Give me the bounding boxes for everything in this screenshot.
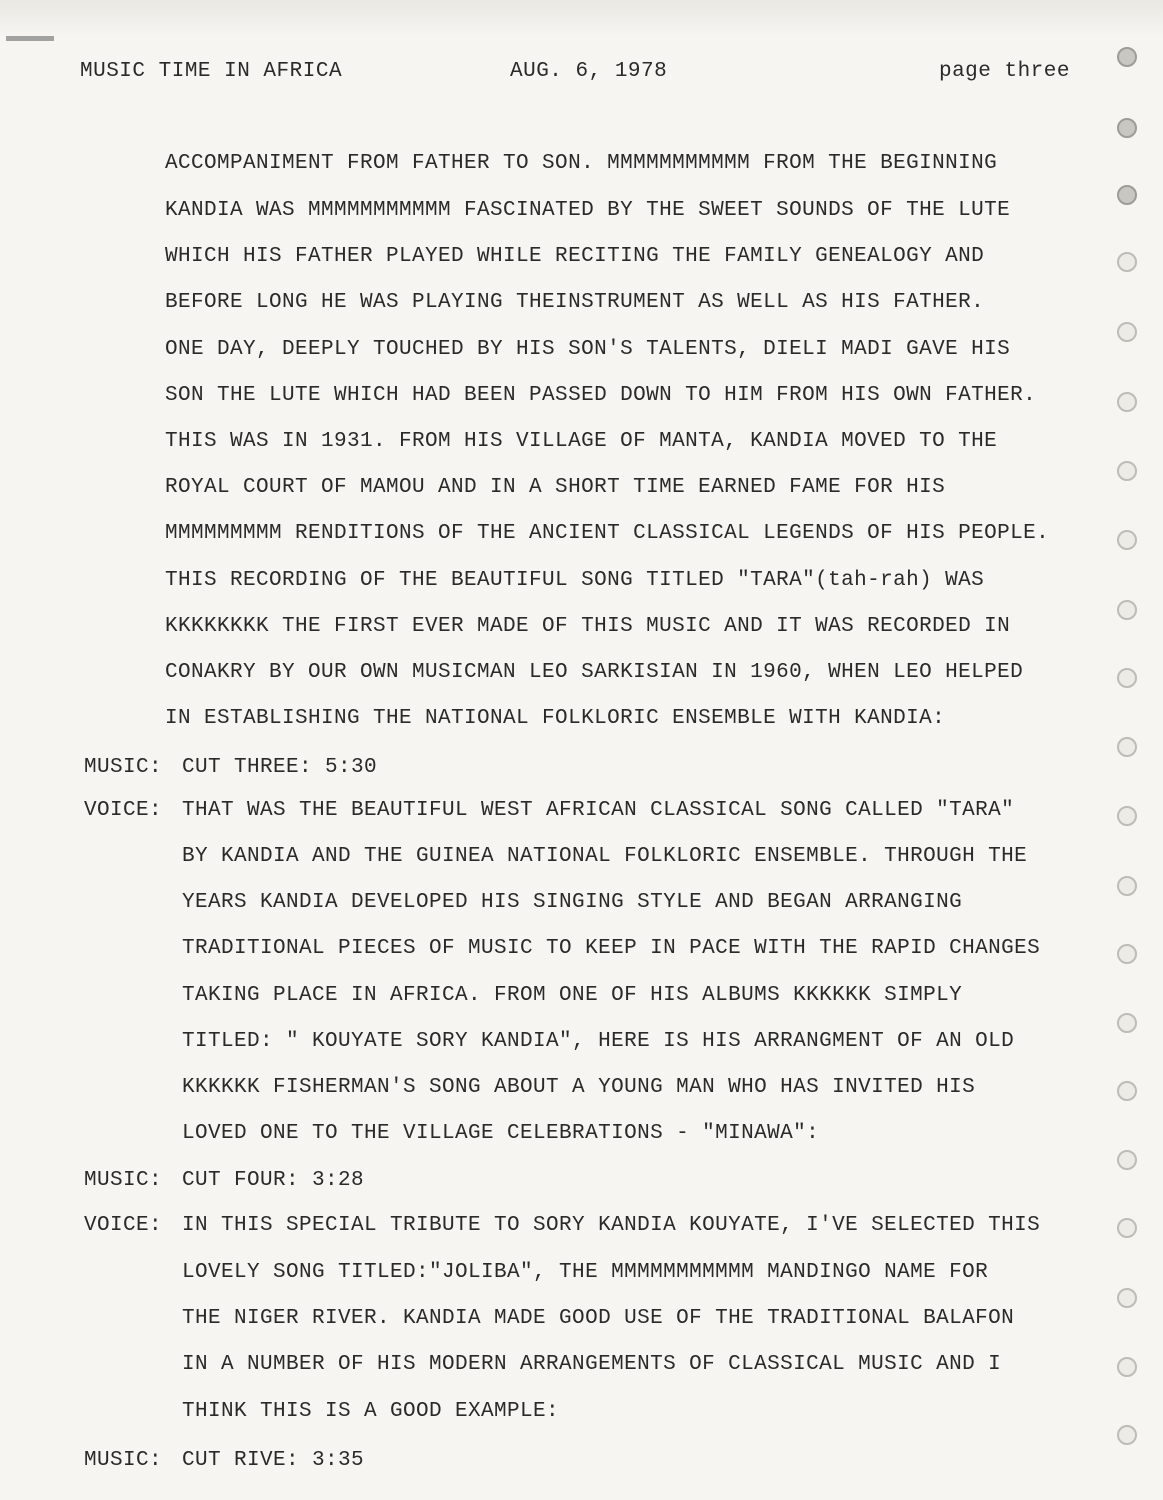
music-cue: CUT FOUR: 3:28	[182, 1169, 365, 1192]
binder-hole	[1117, 1150, 1137, 1170]
binder-hole	[1117, 944, 1137, 964]
intro-line: ONE DAY, DEEPLY TOUCHED BY HIS SON'S TALENTS, DIELI MADI GAVE HIS	[165, 338, 1011, 361]
intro-line: KKKKKKKK THE FIRST EVER MADE OF THIS MUSIC AND IT WAS RECORDED IN	[165, 615, 1011, 638]
page-top-edge	[0, 0, 1163, 36]
binder-holes	[1103, 0, 1163, 1500]
binder-hole	[1117, 322, 1137, 342]
binder-hole	[1117, 1357, 1137, 1377]
broadcast-date: AUG. 6, 1978	[510, 60, 668, 83]
binder-hole	[1117, 1288, 1137, 1308]
voice-line: TAKING PLACE IN AFRICA. FROM ONE OF HIS ALBUMS KKKKKK SIMPLY	[182, 984, 963, 1007]
music-cue: CUT THREE: 5:30	[182, 756, 378, 779]
intro-line: THIS RECORDING OF THE BEAUTIFUL SONG TITLED "TARA"(tah-rah) WAS	[165, 569, 985, 592]
speaker-label-music: MUSIC:	[84, 1169, 163, 1192]
intro-line: KANDIA WAS MMMMMMMMMMM FASCINATED BY THE SWEET SOUNDS OF THE LUTE	[165, 199, 1011, 222]
intro-line: MMMMMMMMM RENDITIONS OF THE ANCIENT CLASSICAL LEGENDS OF HIS PEOPLE.	[165, 522, 1050, 545]
voice-line: TRADITIONAL PIECES OF MUSIC TO KEEP IN PACE WITH THE RAPID CHANGES	[182, 937, 1041, 960]
intro-line: BEFORE LONG HE WAS PLAYING THEINSTRUMENT AS WELL AS HIS FATHER.	[165, 291, 985, 314]
binder-hole	[1117, 392, 1137, 412]
speaker-label-music: MUSIC:	[84, 756, 163, 779]
binder-hole	[1117, 668, 1137, 688]
intro-line: CONAKRY BY OUR OWN MUSICMAN LEO SARKISIAN IN 1960, WHEN LEO HELPED	[165, 661, 1024, 684]
binder-hole	[1117, 252, 1137, 272]
voice-line: IN THIS SPECIAL TRIBUTE TO SORY KANDIA KOUYATE, I'VE SELECTED THIS	[182, 1214, 1041, 1237]
voice-line: LOVELY SONG TITLED:"JOLIBA", THE MMMMMMMMMMM MANDINGO NAME FOR	[182, 1261, 989, 1284]
binder-hole	[1117, 737, 1137, 757]
voice-line: THINK THIS IS A GOOD EXAMPLE:	[182, 1400, 560, 1423]
page-number: page three	[938, 60, 1070, 83]
binder-hole	[1117, 1218, 1137, 1238]
intro-line: IN ESTABLISHING THE NATIONAL FOLKLORIC ENSEMBLE WITH KANDIA:	[165, 707, 946, 730]
binder-hole	[1117, 47, 1137, 67]
voice-line: THAT WAS THE BEAUTIFUL WEST AFRICAN CLASSICAL SONG CALLED "TARA"	[182, 799, 1015, 822]
intro-line: SON THE LUTE WHICH HAD BEEN PASSED DOWN TO HIM FROM HIS OWN FATHER.	[165, 384, 1037, 407]
speaker-label-music: MUSIC:	[84, 1449, 163, 1472]
voice-line: KKKKKK FISHERMAN'S SONG ABOUT A YOUNG MAN WHO HAS INVITED HIS	[182, 1076, 976, 1099]
binder-hole	[1117, 1013, 1137, 1033]
voice-line: BY KANDIA AND THE GUINEA NATIONAL FOLKLORIC ENSEMBLE. THROUGH THE	[182, 845, 1028, 868]
binding-mark	[6, 36, 54, 41]
intro-line: WHICH HIS FATHER PLAYED WHILE RECITING THE FAMILY GENEALOGY AND	[165, 245, 985, 268]
binder-hole	[1117, 461, 1137, 481]
voice-line: TITLED: " KOUYATE SORY KANDIA", HERE IS HIS ARRANGMENT OF AN OLD	[182, 1030, 1015, 1053]
music-cue: CUT RIVE: 3:35	[182, 1449, 365, 1472]
intro-line: ROYAL COURT OF MAMOU AND IN A SHORT TIME EARNED FAME FOR HIS	[165, 476, 946, 499]
page-header	[80, 60, 1070, 90]
binder-hole	[1117, 118, 1137, 138]
program-title: MUSIC TIME IN AFRICA	[80, 60, 343, 83]
binder-hole	[1117, 1081, 1137, 1101]
speaker-label-voice: VOICE:	[84, 1214, 163, 1237]
binder-hole	[1117, 876, 1137, 896]
binder-hole	[1117, 185, 1137, 205]
voice-line: IN A NUMBER OF HIS MODERN ARRANGEMENTS OF CLASSICAL MUSIC AND I	[182, 1353, 1002, 1376]
intro-line: THIS WAS IN 1931. FROM HIS VILLAGE OF MANTA, KANDIA MOVED TO THE	[165, 430, 998, 453]
binder-hole	[1117, 600, 1137, 620]
intro-line: ACCOMPANIMENT FROM FATHER TO SON. MMMMMMMMMMM FROM THE BEGINNING	[165, 152, 998, 175]
binder-hole	[1117, 1425, 1137, 1445]
speaker-label-voice: VOICE:	[84, 799, 163, 822]
binder-hole	[1117, 806, 1137, 826]
voice-line: THE NIGER RIVER. KANDIA MADE GOOD USE OF THE TRADITIONAL BALAFON	[182, 1307, 1015, 1330]
binder-hole	[1117, 530, 1137, 550]
voice-line: LOVED ONE TO THE VILLAGE CELEBRATIONS - "MINAWA":	[182, 1122, 820, 1145]
voice-line: YEARS KANDIA DEVELOPED HIS SINGING STYLE AND BEGAN ARRANGING	[182, 891, 963, 914]
